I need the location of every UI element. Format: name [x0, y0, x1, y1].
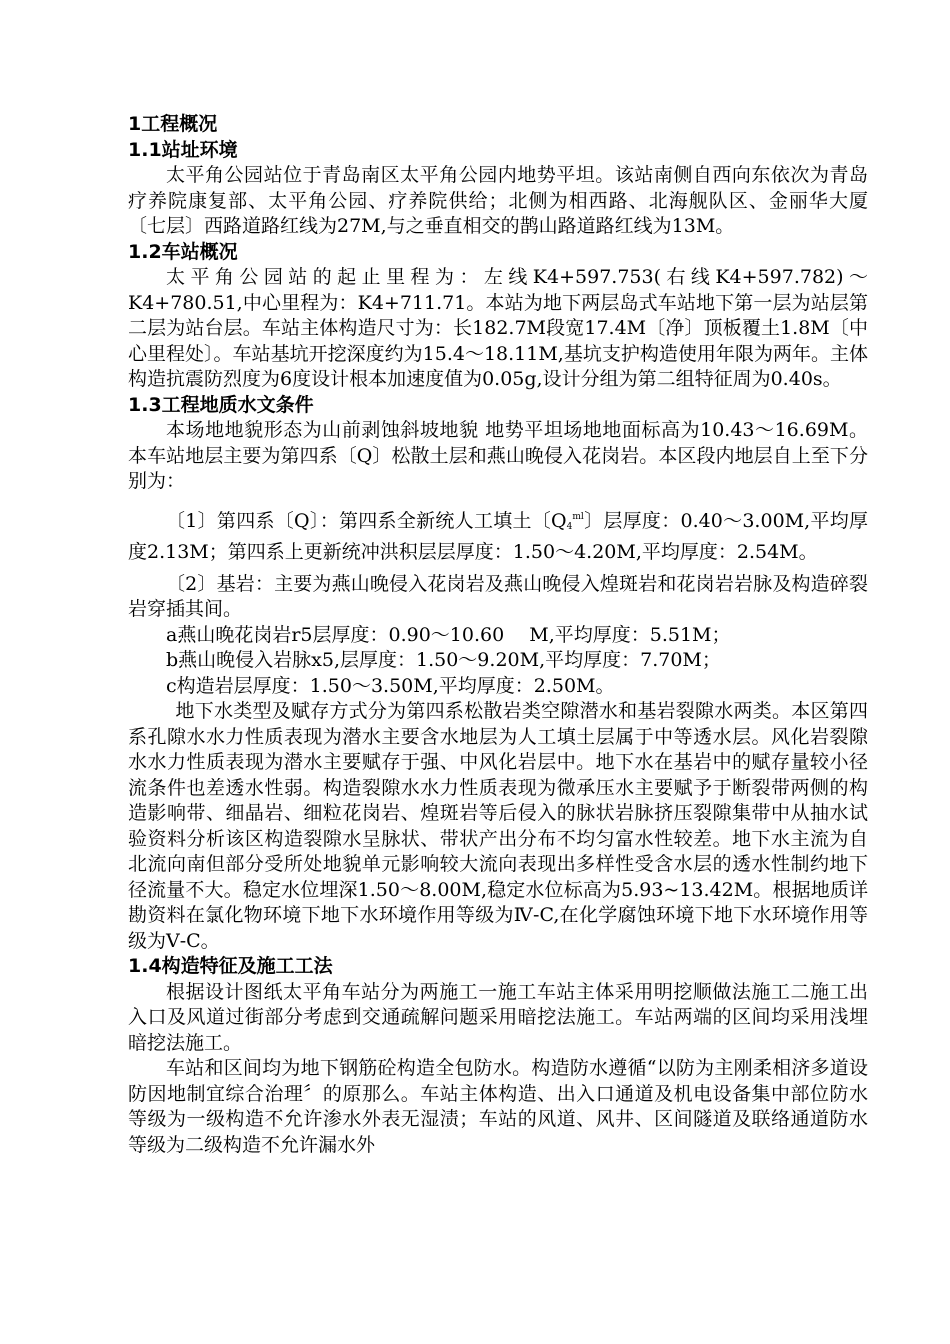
- list-item: b燕山晚侵入岩脉x5,层厚度：1.50～9.20M,平均厚度：7.70M；: [166, 649, 721, 671]
- subsection-heading: 1.2车站概况: [128, 240, 238, 263]
- subsection-heading: 1.3工程地质水文条件: [128, 393, 314, 416]
- list-item: 〔2〕基岩：主要为燕山晚侵入花岗岩及燕山晚侵入煌斑岩和花岗岩岩脉及构造碎裂岩穿插其间。: [128, 572, 868, 620]
- list-item: c构造岩层厚度：1.50～3.50M,平均厚度：2.50M。: [166, 674, 615, 697]
- list-item: a燕山晚花岗岩r5层厚度：0.90～10.60 M,平均厚度：5.51M；: [166, 623, 731, 646]
- document-page: [128, 112, 868, 1158]
- list-item-text: 〔1〕第四系〔Q〕：第四系全新统人工填土〔Q: [166, 509, 567, 532]
- paragraph: 车站和区间均为地下钢筋砼构造全包防水。构造防水遵循“以防为主刚柔相济多道设防因地制宜综合治理〞的原那么。车站主体构造、出入口通道及机电设备集中部位防水等级为一级构造不允许渗水外表无湿渍；车站的风道、风井、区间隧道及联络通道防水等级为二级构造不允许漏水外: [128, 1057, 868, 1156]
- paragraph: 地下水类型及赋存方式分为第四系松散岩类空隙潜水和基岩裂隙水两类。本区第四系孔隙水水力性质表现为潜水主要含水地层为人工填土层属于中等透水层。风化岩裂隙水水力性质表现为潜水主要赋存于强、中风化岩层中。地下水在基岩中的赋存量较小径流条件也差透水性弱。构造裂隙水水力性质表现为微承压水主要赋予于断裂带两侧的构造影响带、细晶岩、细粒花岗岩、煌斑岩等后侵入的脉状岩脉挤压裂隙集带中从抽水试验资料分析该区构造裂隙水呈脉状、带状产出分布不均匀富水性较差。地下水主流为自北流向南但部分受所处地貌单元影响较大流向表现出多样性受含水层的透水性制约地下径流量不大。稳定水位埋深1.50～8.00M,稳定水位标高为5.93~13.42M。根据地质详勘资料在氯化物环境下地下水环境作用等级为Ⅳ-C,在化学腐蚀环境下地下水环境作用等级为Ⅴ-C。: [128, 700, 868, 952]
- paragraph: 太平角公园站位于青岛南区太平角公园内地势平坦。该站南侧自西向东依次为青岛疗养院康复部、太平角公园、疗养院供给；北侧为相西路、北海舰队区、金丽华大厦〔七层〕西路道路红线为27M,与之垂直相交的鹊山路道路红线为13M。: [128, 164, 868, 237]
- subscript: 4: [566, 521, 573, 532]
- paragraph: 本场地地貌形态为山前剥蚀斜坡地貌 地势平坦场地地面标高为10.43～16.69M。本车站地层主要为第四系〔Q〕松散土层和燕山晚侵入花岗岩。本区段内地层自上至下分别为：: [128, 419, 868, 492]
- paragraph: 太平角公园站的起止里程为：左线K4+597.753(右线K4+597.782)～K4+780.51,中心里程为：K4+711.71。本站为地下两层岛式车站地下第一层为站层第二层为站台层。车站主体构造尺寸为：长182.7M段宽17.4M〔净〕顶板覆土1.8M〔中心里程处〕。车站基坑开挖深度约为15.4～18.11M,基坑支护构造使用年限为两年。主体构造抗震防烈度为6度设计根本加速度值为0.05g,设计分组为第二组特征周为0.40s。: [128, 266, 868, 390]
- subsection-heading: 1.1站址环境: [128, 138, 238, 161]
- list-item: [128, 509, 868, 566]
- list-item-text: 〕层厚度：0.40～3.00M,平均厚度2.13M；第四系上更新统冲洪积层层厚度：1.50～4.20M,平均厚度：2.54M。: [128, 509, 868, 563]
- section-heading: 1工程概况: [128, 113, 218, 135]
- superscript: ml: [572, 511, 584, 522]
- subsection-heading: 1.4构造特征及施工工法: [128, 955, 333, 977]
- paragraph: 根据设计图纸太平角车站分为两施工一施工车站主体采用明挖顺做法施工二施工出入口及风道过街部分考虑到交通疏解问题采用暗挖法施工。车站两端的区间均采用浅埋暗挖法施工。: [128, 980, 868, 1054]
